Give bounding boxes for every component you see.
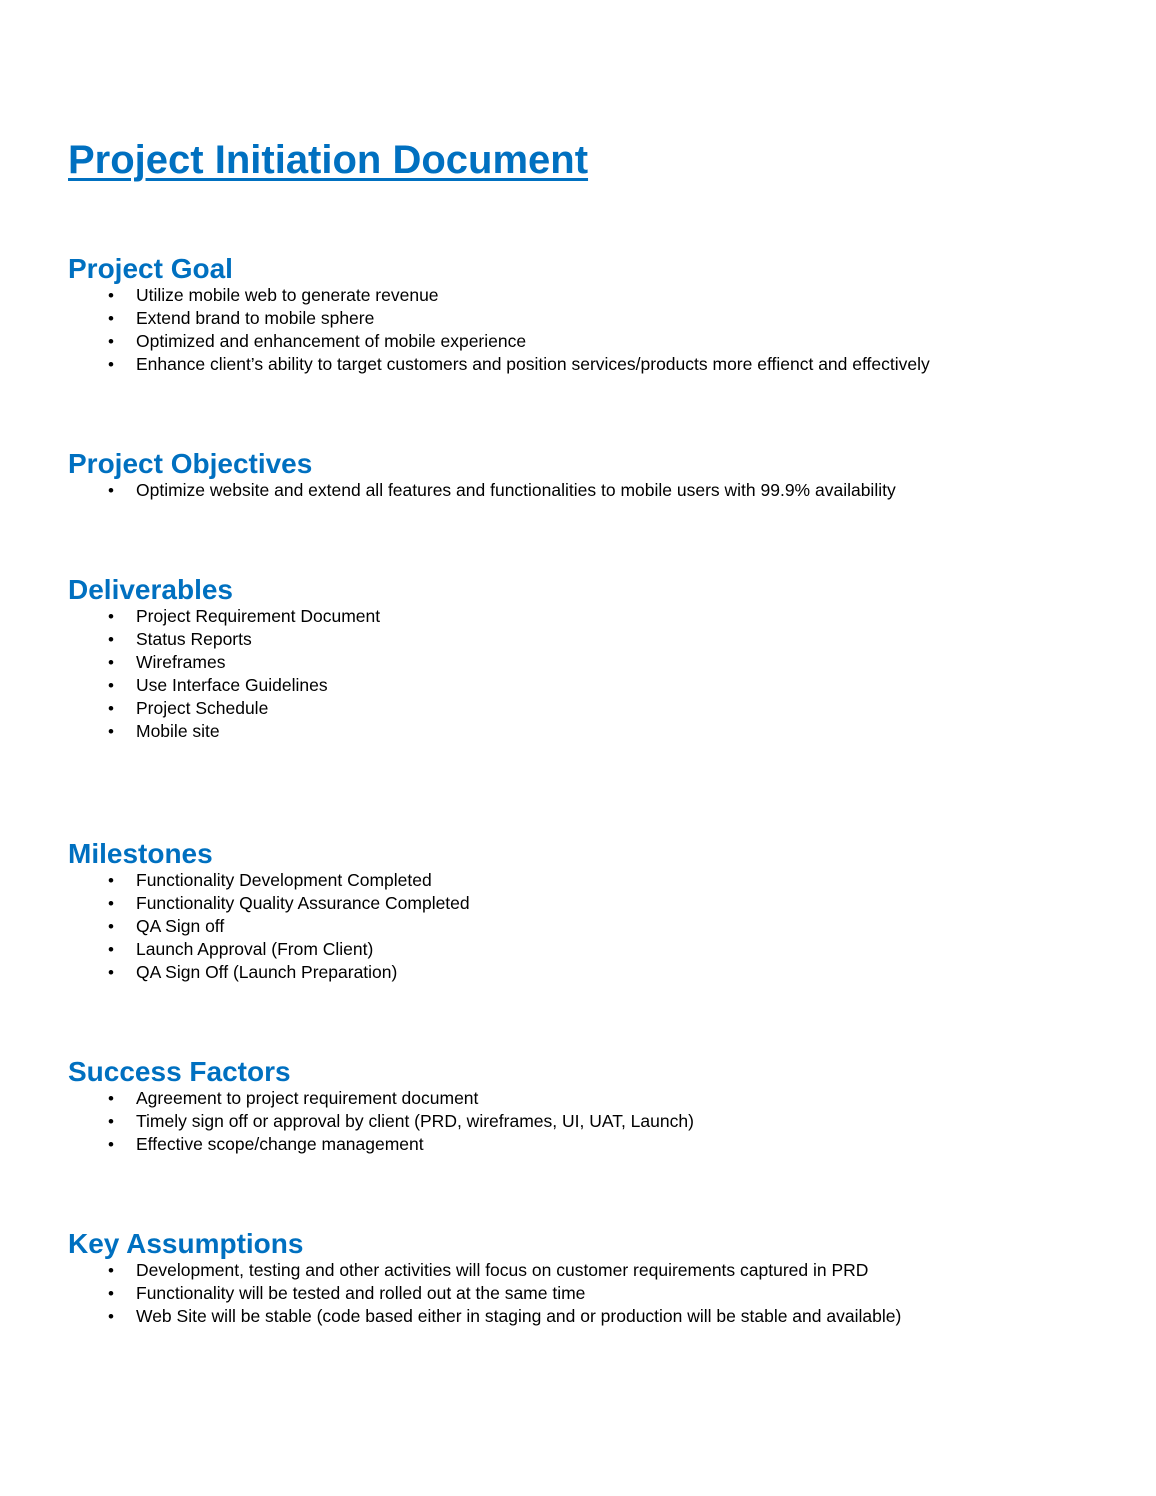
list-item [68, 697, 380, 720]
section-success-factors [68, 1057, 694, 1156]
bullet-icon: • [108, 309, 114, 329]
section-heading: Deliverables [68, 574, 233, 605]
section-heading: Project Objectives [68, 448, 313, 479]
bullet-icon: • [108, 871, 114, 890]
list-item-text: Launch Approval (From Client) [136, 939, 374, 960]
section-deliverables [68, 575, 380, 744]
list-item-text: Enhance client’s ability to target customers and position services/products more effienct and effectively [136, 354, 930, 375]
list-item [68, 869, 470, 892]
list-item [68, 892, 470, 915]
list-item-text: Mobile site [136, 721, 220, 742]
list-item-text: Functionality will be tested and rolled out at the same time [136, 1283, 586, 1304]
list-item-text: Status Reports [136, 629, 252, 650]
list-item [68, 307, 930, 330]
section-heading: Success Factors [68, 1056, 291, 1087]
list-item [68, 1259, 901, 1282]
list-item [68, 938, 470, 961]
bullet-icon: • [108, 481, 114, 500]
list-item [68, 1087, 694, 1110]
bullet-list [68, 284, 930, 376]
section-heading: Milestones [68, 838, 213, 869]
list-item-text: Optimized and enhancement of mobile experience [136, 331, 527, 352]
section-key-assumptions [68, 1229, 901, 1328]
list-item-text: Use Interface Guidelines [136, 675, 328, 696]
bullet-icon: • [108, 676, 114, 696]
list-item [68, 1110, 694, 1133]
list-item-text: Timely sign off or approval by client (PRD, wireframes, UI, UAT, Launch) [136, 1111, 694, 1132]
section-heading: Key Assumptions [68, 1228, 304, 1259]
list-item [68, 330, 930, 353]
list-item-text: Utilize mobile web to generate revenue [136, 285, 439, 305]
bullet-icon: • [108, 894, 114, 914]
bullet-icon: • [108, 1135, 114, 1155]
bullet-list [68, 1087, 694, 1156]
bullet-list [68, 1259, 901, 1328]
section-project-objectives [68, 449, 896, 502]
list-item-text: Project Requirement Document [136, 606, 381, 626]
bullet-icon: • [108, 653, 114, 673]
list-item [68, 628, 380, 651]
list-item-text: Project Schedule [136, 698, 269, 719]
list-item [68, 479, 896, 502]
list-item-text: Wireframes [136, 652, 226, 673]
list-item [68, 605, 380, 628]
bullet-icon: • [108, 630, 114, 650]
bullet-list [68, 479, 896, 502]
bullet-icon: • [108, 940, 114, 960]
list-item [68, 651, 380, 674]
list-item [68, 961, 470, 984]
bullet-icon: • [108, 607, 114, 626]
bullet-icon: • [108, 699, 114, 719]
list-item [68, 915, 470, 938]
bullet-icon: • [108, 355, 114, 375]
list-item-text: Development, testing and other activities will focus on customer requirements captured in PRD [136, 1260, 869, 1280]
section-milestones [68, 839, 470, 984]
document-title: Project Initiation Document [68, 138, 589, 182]
bullet-icon: • [108, 1307, 114, 1327]
list-item-text: QA Sign off [136, 916, 225, 937]
bullet-icon: • [108, 332, 114, 352]
list-item [68, 674, 380, 697]
list-item-text: Optimize website and extend all features and functionalities to mobile users with 99.9% availability [136, 480, 896, 500]
list-item-text: Web Site will be stable (code based either in staging and or production will be stable and available) [136, 1306, 902, 1327]
list-item [68, 353, 930, 376]
bullet-list [68, 605, 380, 744]
bullet-list [68, 869, 470, 984]
list-item [68, 720, 380, 743]
bullet-icon: • [108, 1261, 114, 1280]
list-item-text: Effective scope/change management [136, 1134, 424, 1155]
bullet-icon: • [108, 1112, 114, 1132]
bullet-icon: • [108, 1284, 114, 1304]
list-item-text: QA Sign Off (Launch Preparation) [136, 962, 398, 983]
list-item-text: Extend brand to mobile sphere [136, 308, 375, 329]
section-project-goal [68, 254, 930, 376]
list-item [68, 1282, 901, 1305]
bullet-icon: • [108, 722, 114, 742]
list-item [68, 1305, 901, 1328]
list-item [68, 1133, 694, 1156]
list-item-text: Agreement to project requirement document [136, 1088, 479, 1108]
bullet-icon: • [108, 963, 114, 983]
bullet-icon: • [108, 1089, 114, 1108]
section-heading: Project Goal [68, 253, 233, 284]
list-item-text: Functionality Quality Assurance Completed [136, 893, 470, 914]
list-item [68, 284, 930, 307]
bullet-icon: • [108, 286, 114, 305]
bullet-icon: • [108, 917, 114, 937]
list-item-text: Functionality Development Completed [136, 870, 432, 890]
